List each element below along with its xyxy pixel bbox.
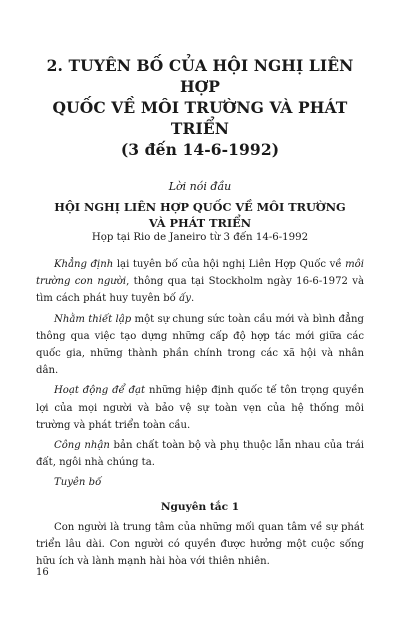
paragraph-text: những hiệp định quốc tế tôn trọng quyền lợi của mọi người và bảo vệ sự toàn vẹn của hệ thống môi trường và phát triển toàn cầu. <box>36 385 364 431</box>
title-line-1: 2. TUYÊN BỐ CỦA HỘI NGHỊ LIÊN HỢP <box>46 56 354 96</box>
paragraph-italic: ấy <box>179 293 191 305</box>
paragraph-establishing <box>36 311 364 380</box>
paragraph-text: lại tuyên bố của hội nghị Liên Hợp Quốc về <box>113 259 346 270</box>
paragraph-lead: Khẳng định <box>54 259 114 270</box>
paragraph-lead: Công nhận <box>54 440 110 452</box>
paragraph-text: . <box>190 293 195 305</box>
paragraph-text: , thông qua tại Stockholm ngày 16-6-1972 và tìm cách phát huy tuyên bố <box>36 276 365 305</box>
conference-line-1: HỘI NGHỊ LIÊN HỢP QUỐC VỀ MÔI TRƯỜNG <box>54 200 346 214</box>
paragraph-proclaims <box>36 474 364 491</box>
principle-heading: Nguyên tắc 1 <box>160 500 240 513</box>
page-title <box>36 55 364 160</box>
paragraph-working <box>36 382 364 434</box>
principle-text: Con người là trung tâm của những mối quan tâm về sự phát triển lâu dài. Con người có quyền được hưởng một cuộc sống hữu ích và lành mạnh hài hòa với thiên nhiên. <box>36 521 364 568</box>
paragraph-affirming <box>36 256 364 308</box>
conference-line-2: VÀ PHÁT TRIỂN <box>148 216 252 230</box>
paragraph-text: một sự chung sức toàn cầu mới và bình đẳng thông qua việc tạo dựng những cấp độ hợp tác mới giữa các quốc gia, những thành phần chính trong các xã hội và nhân dân. <box>36 313 364 377</box>
page-number: 16 <box>36 567 49 578</box>
document-page <box>0 55 400 620</box>
preface-heading: Lời nói đầu <box>168 180 232 193</box>
paragraph-lead: Hoạt động để đạt <box>54 385 146 397</box>
conference-heading <box>36 199 364 231</box>
paragraph-recognizing <box>36 437 364 471</box>
conference-venue: Họp tại Rio de Janeiro từ 3 đến 14-6-1992 <box>91 232 309 243</box>
paragraph-italic: môi trường con người <box>36 259 364 288</box>
title-line-2: QUỐC VỀ MÔI TRƯỜNG VÀ PHÁT TRIỂN <box>52 98 348 138</box>
title-dates: (3 đến 14-6-1992) <box>120 140 280 159</box>
paragraph-lead: Nhằm thiết lập <box>54 313 132 325</box>
paragraph-lead: Tuyên bố <box>54 477 102 489</box>
paragraph-text: bản chất toàn bộ và phụ thuộc lẫn nhau của trái đất, ngôi nhà chúng ta. <box>36 440 364 469</box>
